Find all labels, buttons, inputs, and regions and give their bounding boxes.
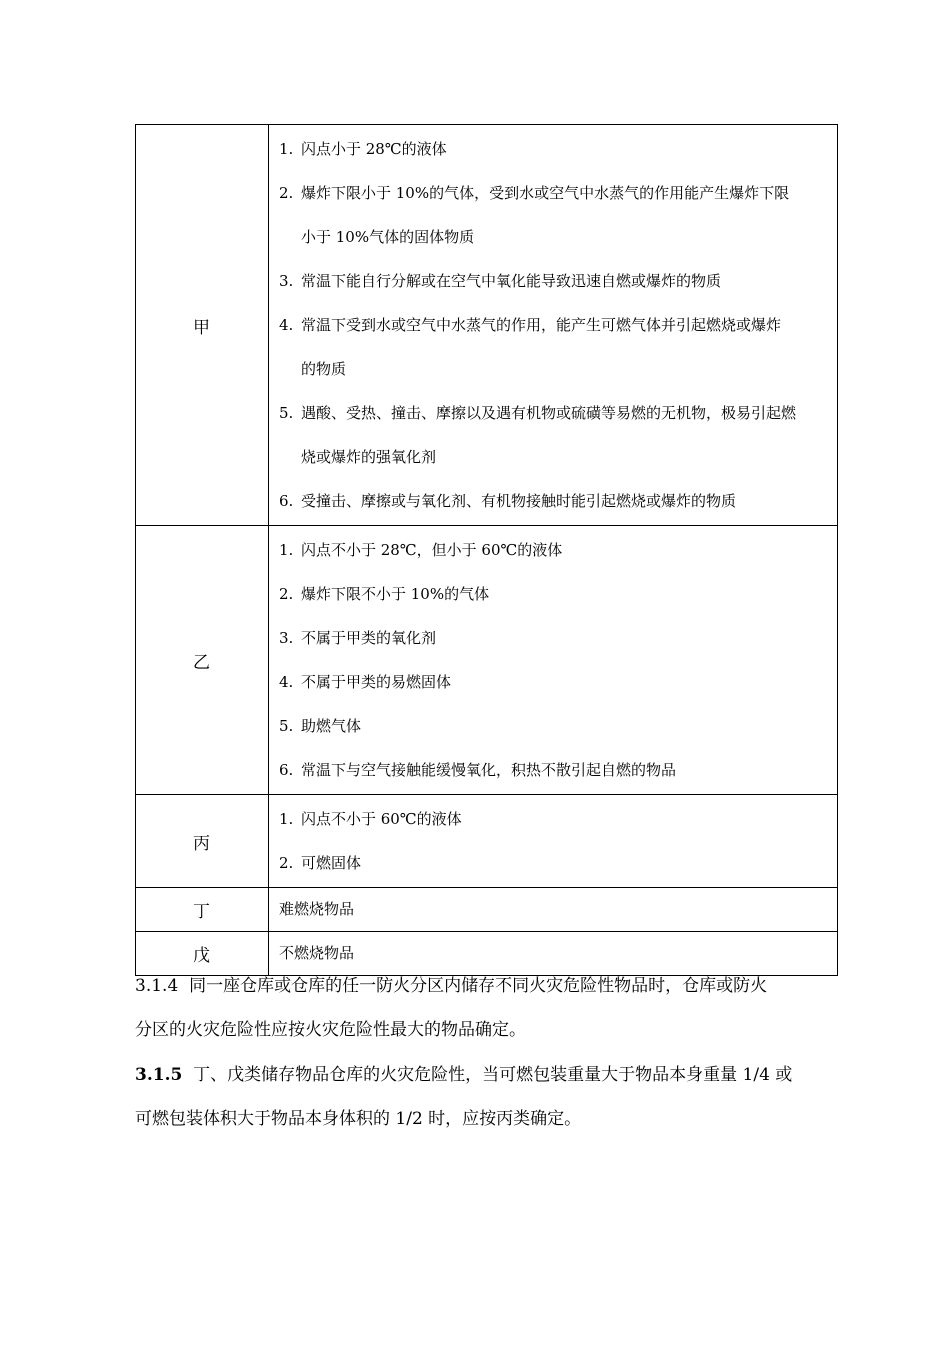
list-item: 3. 常温下能自行分解或在空气中氧化能导致迅速自燃或爆炸的物质 xyxy=(279,272,722,290)
list-item: 4. 常温下受到水或空气中水蒸气的作用，能产生可燃气体并引起燃烧或爆炸 的物质 xyxy=(279,316,782,378)
table-row xyxy=(136,888,838,932)
list-item: 5. 助燃气体 xyxy=(279,717,362,735)
paragraph-line: 3.1.4 同一座仓库或仓库的任一防火分区内储存不同火灾危险性物品时，仓库或防火 xyxy=(135,976,768,996)
list-item: 1. 闪点小于 28℃的液体 xyxy=(279,140,447,158)
item-text: 不燃烧物品 xyxy=(279,944,355,962)
list-item: 2. 可燃固体 xyxy=(279,854,362,872)
category-cell: 甲 xyxy=(136,125,269,526)
paragraph-line: 3.1.5 丁、戊类储存物品仓库的火灾危险性，当可燃包装重量大于物品本身重量 1/4 或 xyxy=(135,1065,793,1085)
list-item: 1. 闪点不小于 60℃的液体 xyxy=(279,810,462,828)
clause-number: 3.1.5 xyxy=(135,1065,183,1085)
items-cell xyxy=(269,526,838,795)
list-item: 5. 遇酸、受热、撞击、摩擦以及遇有机物或硫磺等易燃的无机物，极易引起燃 烧或爆炸的强氧化剂 xyxy=(279,404,797,466)
category-cell: 丁 xyxy=(136,888,269,932)
list-item: 4. 不属于甲类的易燃固体 xyxy=(279,673,452,691)
list-item: 6. 受撞击、摩擦或与氧化剂、有机物接触时能引起燃烧或爆炸的物质 xyxy=(279,492,737,510)
list-item: 6. 常温下与空气接触能缓慢氧化，积热不散引起自燃的物品 xyxy=(279,761,677,779)
items-cell xyxy=(269,888,838,932)
table-row xyxy=(136,526,838,795)
list-item: 2. 爆炸下限不小于 10%的气体 xyxy=(279,585,490,603)
clause-number: 3.1.4 xyxy=(135,976,179,996)
items-cell xyxy=(269,795,838,888)
table-row xyxy=(136,125,838,526)
hazard-classification-table xyxy=(135,124,838,976)
item-text: 难燃烧物品 xyxy=(279,900,355,918)
category-cell: 戊 xyxy=(136,932,269,976)
list-item: 3. 不属于甲类的氧化剂 xyxy=(279,629,437,647)
paragraph-line: 可燃包装体积大于物品本身体积的 1/2 时，应按丙类确定。 xyxy=(135,1109,582,1129)
category-cell: 乙 xyxy=(136,526,269,795)
items-cell xyxy=(269,125,838,526)
list-item: 2. 爆炸下限小于 10%的气体，受到水或空气中水蒸气的作用能产生爆炸下限 小于 10%气体的固体物质 xyxy=(279,184,790,246)
clause-paragraph xyxy=(135,1053,840,1141)
clause-paragraph xyxy=(135,964,840,1052)
table-row xyxy=(136,795,838,888)
list-item: 1. 闪点不小于 28℃，但小于 60℃的液体 xyxy=(279,541,563,559)
paragraph-line: 分区的火灾危险性应按火灾危险性最大的物品确定。 xyxy=(135,1020,526,1040)
category-cell: 丙 xyxy=(136,795,269,888)
